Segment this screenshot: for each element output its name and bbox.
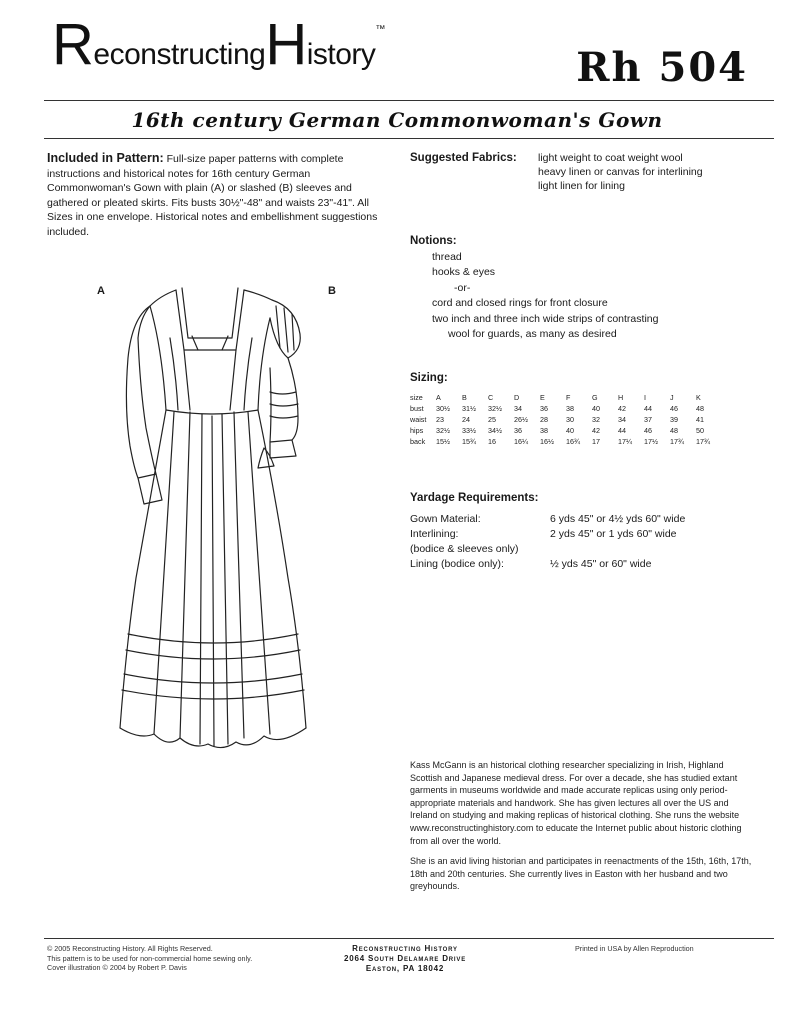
suggested-fabrics xyxy=(410,151,770,193)
brand-logo xyxy=(52,12,385,77)
sizing-cell: 15¾ xyxy=(462,437,476,446)
sizing-cell: 17¼ xyxy=(618,437,632,446)
sizing-cell: 48 xyxy=(696,404,704,413)
included-label: Included in Pattern: xyxy=(47,151,164,165)
sizing-cell: 40 xyxy=(592,404,600,413)
sizing-cell: K xyxy=(696,393,701,402)
notions-label: Notions: xyxy=(410,235,457,247)
sizing-cell: waist xyxy=(410,415,427,424)
sizing-cell: 44 xyxy=(618,426,626,435)
sizing-cell: 46 xyxy=(644,426,652,435)
sizing-cell: 42 xyxy=(592,426,600,435)
sizing-cell: I xyxy=(644,393,646,402)
sizing-cell: size xyxy=(410,393,423,402)
yardage-key: (bodice & sleeves only) xyxy=(410,543,519,555)
sizing-cell: 38 xyxy=(540,426,548,435)
sizing-cell: 17 xyxy=(592,437,600,446)
sizing-cell: F xyxy=(566,393,571,402)
sizing-cell: 30 xyxy=(566,415,574,424)
sizing-cell: 36 xyxy=(540,404,548,413)
sizing-cell: 16¼ xyxy=(514,437,528,446)
bodice xyxy=(138,288,272,414)
copyright-notice xyxy=(47,944,307,973)
brand-letter-h: H xyxy=(265,12,307,77)
sizing-cell: 50 xyxy=(696,426,704,435)
yardage-key: Interlining: xyxy=(410,528,459,540)
sizing-row-bust xyxy=(410,403,722,414)
sizing-cell: 32 xyxy=(592,415,600,424)
address-line: 2064 South Delamare Drive xyxy=(343,954,467,963)
sizing-cell: 16¾ xyxy=(566,437,580,446)
sizing-cell: 16½ xyxy=(540,437,554,446)
fabric-line: light weight to coat weight wool xyxy=(538,152,683,164)
sizing-cell: 34½ xyxy=(488,426,502,435)
sizing-cell: H xyxy=(618,393,624,402)
yardage-row xyxy=(410,557,780,572)
sizing-cell: D xyxy=(514,393,520,402)
sizing-cell: 32½ xyxy=(436,426,450,435)
fabrics-label: Suggested Fabrics: xyxy=(410,152,517,164)
sizing-cell: 16 xyxy=(488,437,496,446)
bio-paragraph: She is an avid living historian and participates in reenactments of the 15th, 16th, 17th, 18th and 20th centuries. She currently lives in Easton with her husband and two greyhounds. xyxy=(410,856,752,892)
brand-word-istory: istory xyxy=(306,38,376,71)
sizing-cell: 24 xyxy=(462,415,470,424)
sizing-row-waist xyxy=(410,414,722,425)
header-rule-top xyxy=(44,100,774,101)
sizing-cell: 32½ xyxy=(488,404,502,413)
brand-letter-r: R xyxy=(52,12,94,77)
notion-item: wool for guards, as many as desired xyxy=(448,328,617,340)
address-line: Reconstructing History xyxy=(352,944,458,953)
copyright-line: This pattern is to be used for non-commercial home sewing only. xyxy=(47,953,253,963)
sizing-cell: 41 xyxy=(696,415,704,424)
sizing-cell: 26½ xyxy=(514,415,528,424)
sizing xyxy=(410,372,780,447)
yardage-key: Gown Material: xyxy=(410,513,481,525)
sizing-cell: 39 xyxy=(670,415,678,424)
sizing-cell: 17½ xyxy=(644,437,658,446)
notions xyxy=(410,234,770,343)
pattern-title: 16th century German Commonwoman's Gown xyxy=(131,108,663,132)
sizing-cell: 33½ xyxy=(462,426,476,435)
sizing-cell: hips xyxy=(410,426,424,435)
fabric-line: heavy linen or canvas for interlining xyxy=(538,166,703,178)
included-in-pattern xyxy=(47,151,387,239)
fabric-line: light linen for lining xyxy=(538,180,625,192)
included-text: Full-size paper patterns with complete instructions and historical notes for 16th century German Commonwoman's Gown with plain (A) or slashed (B) sleeves and gathered or pleated skirts. Fits busts 30½"-48" and waists 23"-41". All Sizes in one envelope. Historical notes and embellishment suggestions included. xyxy=(47,153,378,238)
printer-credit: Printed in USA by Allen Reproduction xyxy=(575,944,694,953)
copyright-line: Cover illustration © 2004 by Robert P. Davis xyxy=(47,963,187,972)
sizing-cell: A xyxy=(436,393,441,402)
sizing-cell: 42 xyxy=(618,404,626,413)
sizing-cell: 37 xyxy=(644,415,652,424)
yardage-value: ½ yds 45" or 60" wide xyxy=(550,558,652,570)
pattern-code: Rh 504 xyxy=(576,44,748,91)
variation-b-label: B xyxy=(328,285,336,297)
notion-item: two inch and three inch wide strips of contrasting xyxy=(432,312,659,325)
sizing-cell: 23 xyxy=(436,415,444,424)
sizing-cell: 34 xyxy=(618,415,626,424)
notion-item: -or- xyxy=(454,281,471,294)
skirt xyxy=(120,410,306,748)
yardage-requirements xyxy=(410,491,780,572)
sizing-cell: back xyxy=(410,437,426,446)
sizing-cell: C xyxy=(488,393,494,402)
sizing-cell: 38 xyxy=(566,404,574,413)
address-line: Easton, PA 18042 xyxy=(365,964,445,973)
sizing-cell: 36 xyxy=(514,426,522,435)
publisher-address xyxy=(325,944,485,974)
yardage-row xyxy=(410,527,780,542)
sizing-table xyxy=(410,392,722,447)
sizing-cell: 28 xyxy=(540,415,548,424)
header-rule-bottom xyxy=(44,138,774,139)
sizing-cell: 46 xyxy=(670,404,678,413)
sizing-cell: 25 xyxy=(488,415,496,424)
sizing-cell: 40 xyxy=(566,426,574,435)
sizing-label: Sizing: xyxy=(410,372,448,384)
yardage-value: 6 yds 45" or 4½ yds 60" wide xyxy=(550,513,686,525)
yardage-row xyxy=(410,542,780,557)
sizing-cell: 44 xyxy=(644,404,652,413)
variation-a-label: A xyxy=(97,285,105,297)
sizing-cell: 30½ xyxy=(436,404,450,413)
yardage-row xyxy=(410,512,780,527)
sizing-header-row xyxy=(410,392,722,403)
designer-bio xyxy=(410,759,755,901)
sizing-cell: 48 xyxy=(670,426,678,435)
sizing-row-back xyxy=(410,436,722,447)
notion-item: thread xyxy=(432,250,462,263)
gown-illustration xyxy=(110,278,320,764)
brand-word-econstructing: econstructing xyxy=(93,38,266,71)
trademark-symbol: ™ xyxy=(375,24,385,35)
sizing-cell: E xyxy=(540,393,545,402)
yardage-label: Yardage Requirements: xyxy=(410,492,539,504)
sizing-cell: 17¾ xyxy=(670,437,684,446)
sizing-cell: 15½ xyxy=(436,437,450,446)
sizing-cell: J xyxy=(670,393,674,402)
sizing-cell: B xyxy=(462,393,467,402)
bio-paragraph: Kass McGann is an historical clothing researcher specializing in Irish, Highland Scottish and Japanese medieval dress. For over a decade, she has studied extant garments in museums worldwide and made accurate replicas using only period-appropriate materials and handwork. She has given lectures all over the US and Ireland on studying and making replicas of historical clothing. She runs the website www.reconstructinghistory.com to educate the Internet public about historic clothing from all over the world. xyxy=(410,760,742,846)
notion-item: cord and closed rings for front closure xyxy=(432,297,608,309)
yardage-value: 2 yds 45" or 1 yds 60" wide xyxy=(550,528,677,540)
yardage-key: Lining (bodice only): xyxy=(410,558,504,570)
sizing-cell: bust xyxy=(410,404,424,413)
sizing-row-hips xyxy=(410,425,722,436)
notion-item: hooks & eyes xyxy=(432,266,496,278)
sizing-cell: G xyxy=(592,393,598,402)
sizing-cell: 34 xyxy=(514,404,522,413)
sizing-cell: 17¾ xyxy=(696,437,710,446)
copyright-line: © 2005 Reconstructing History. All Rights Reserved. xyxy=(47,944,213,953)
footer-rule xyxy=(44,938,774,939)
sizing-cell: 31½ xyxy=(462,404,476,413)
